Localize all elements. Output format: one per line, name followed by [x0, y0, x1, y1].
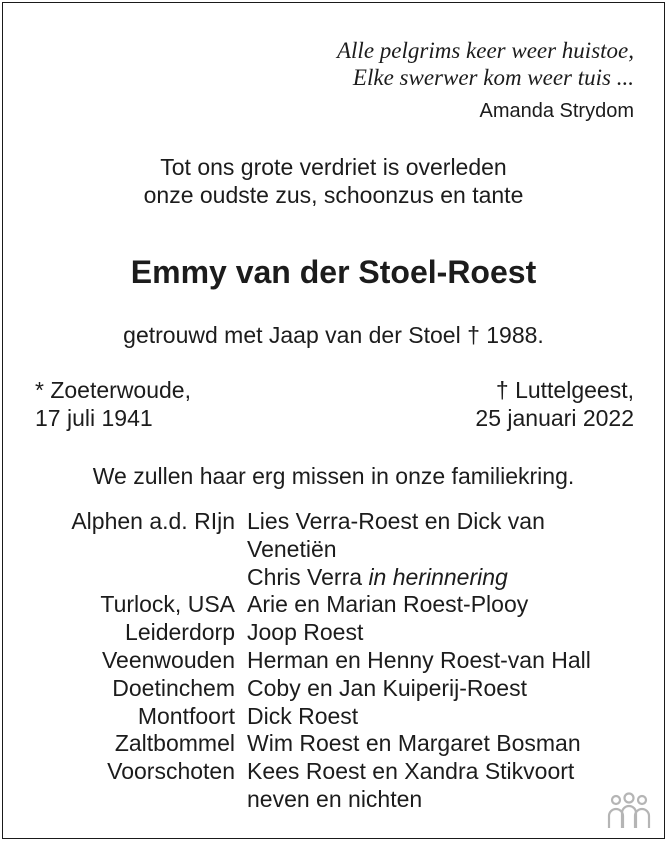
- family-names: [247, 619, 666, 647]
- birth-info: [35, 376, 191, 432]
- announcement: [3, 153, 664, 209]
- poem-line-2: Elke swerwer kom weer tuis ...: [352, 65, 634, 90]
- family-row: [3, 647, 666, 675]
- family-row: [3, 536, 666, 564]
- family-note: in herinnering: [368, 563, 508, 590]
- family-member-names: Coby en Jan Kuiperij-Roest: [247, 674, 527, 701]
- family-row: [3, 675, 666, 703]
- family-member-names: Wim Roest en Margaret Bosman: [247, 730, 581, 757]
- family-place: [3, 564, 247, 592]
- family-names: [247, 675, 666, 703]
- family-names: [247, 536, 666, 564]
- family-place: [3, 536, 247, 564]
- family-names: [247, 591, 666, 619]
- poem-quote: [337, 37, 634, 91]
- family-row: [3, 508, 666, 536]
- married-line: getrouwd met Jaap van der Stoel † 1988.: [123, 322, 544, 348]
- family-row: [3, 564, 666, 592]
- family-row: [3, 786, 666, 814]
- family-list: [3, 508, 666, 814]
- family-place: Voorschoten: [107, 758, 235, 785]
- birth-date: 17 juli 1941: [35, 405, 153, 431]
- family-member-names: neven en nichten: [247, 785, 423, 812]
- family-place: Leiderdorp: [125, 619, 235, 646]
- family-names: [247, 730, 666, 758]
- family-place: Doetinchem: [112, 674, 235, 701]
- family-row: [3, 591, 666, 619]
- family-row: [3, 703, 666, 731]
- family-place: Alphen a.d. RIjn: [71, 508, 235, 534]
- family-place: Turlock, USA: [100, 591, 235, 618]
- family-row: [3, 730, 666, 758]
- family-member-names: Joop Roest: [247, 619, 364, 646]
- closing-line: We zullen haar erg missen in onze familiekring.: [92, 463, 575, 489]
- family-names: [247, 564, 666, 592]
- announcement-line-1: Tot ons grote verdriet is overleden: [160, 154, 507, 180]
- family-member-names: Venetiën: [247, 535, 337, 562]
- family-place: Montfoort: [137, 702, 235, 729]
- poem-author: Amanda Strydom: [479, 100, 634, 122]
- death-date: 25 januari 2022: [475, 405, 634, 431]
- poem-line-1: Alle pelgrims keer weer huistoe,: [336, 38, 634, 63]
- death-place: † Luttelgeest,: [495, 377, 634, 403]
- announcement-line-2: onze oudste zus, schoonzus en tante: [143, 182, 524, 208]
- family-member-names: Herman en Henny Roest-van Hall: [247, 646, 591, 673]
- birth-place: * Zoeterwoude,: [35, 377, 191, 403]
- family-row: [3, 758, 666, 786]
- family-names: [247, 758, 666, 786]
- family-member-names: Dick Roest: [247, 702, 359, 729]
- family-names: [247, 647, 666, 675]
- family-place: [3, 786, 247, 814]
- death-info: [475, 376, 634, 432]
- family-place: Zaltbommel: [114, 730, 235, 757]
- family-member-names: Chris Verra: [247, 563, 363, 590]
- family-names: [247, 703, 666, 731]
- family-place: Veenwouden: [101, 646, 235, 673]
- family-member-names: Kees Roest en Xandra Stikvoort: [247, 758, 575, 785]
- deceased-name: Emmy van der Stoel-Roest: [130, 254, 537, 290]
- family-names: [247, 508, 666, 536]
- family-member-names: Lies Verra-Roest en Dick van: [247, 508, 545, 534]
- family-people-icon: [604, 792, 654, 830]
- family-member-names: Arie en Marian Roest-Plooy: [247, 591, 529, 618]
- family-row: [3, 619, 666, 647]
- obituary-card: [2, 2, 665, 839]
